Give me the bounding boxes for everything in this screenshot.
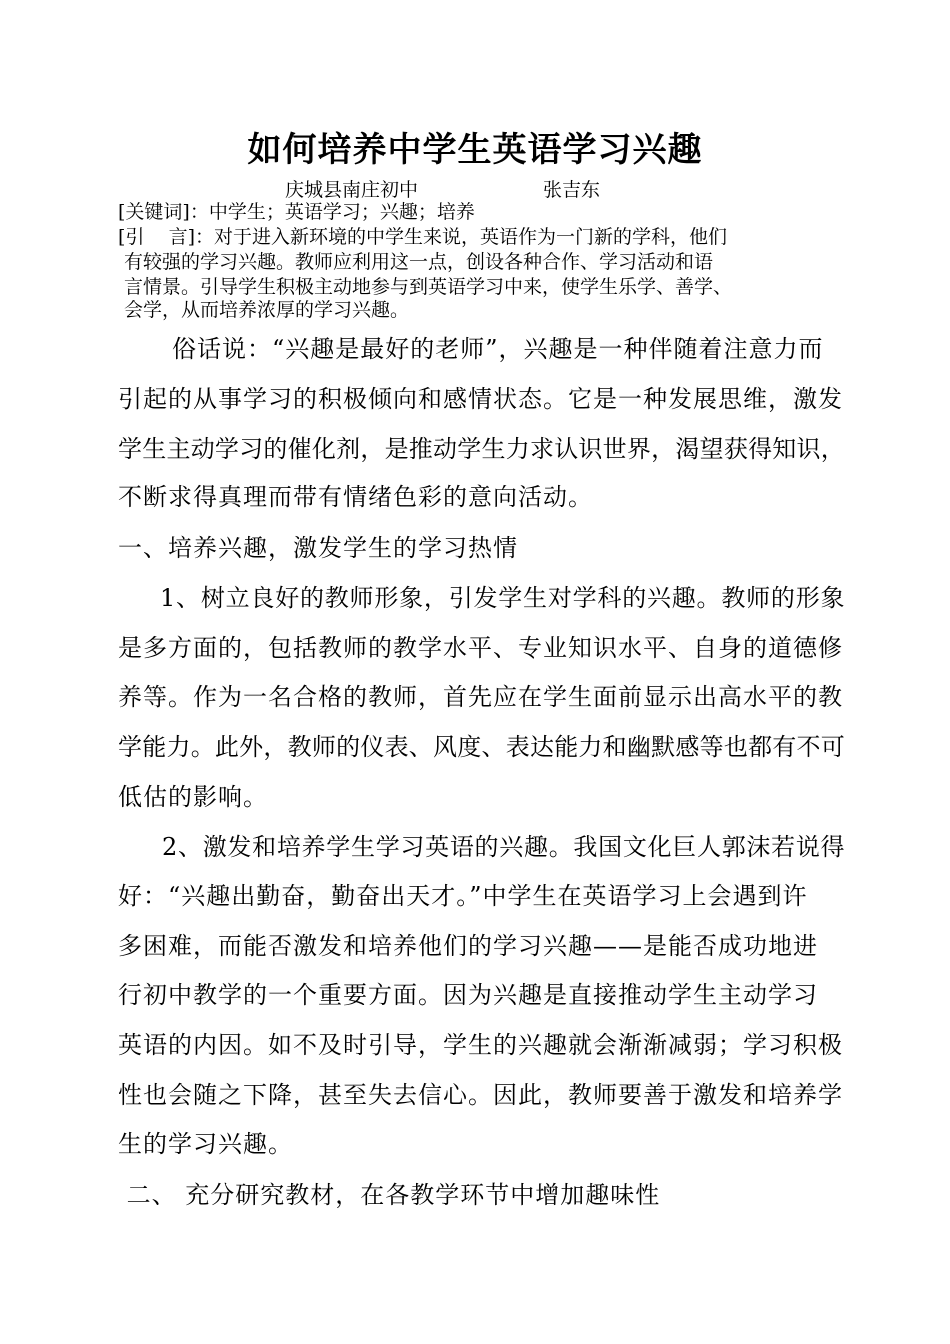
section-heading: 二、 充分研究教材，在各教学环节中增加趣味性 <box>118 1181 661 1209</box>
paragraph-line: 好：“兴趣出勤奋，勤奋出天才。”中学生在英语学习上会遇到许 <box>118 882 808 910</box>
intro-line: [引 言]：对于进入新环境的中学生来说，英语作为一门新的学科，他们 <box>118 226 727 248</box>
section-heading: 一、培养兴趣，激发学生的学习热情 <box>118 534 518 562</box>
paragraph-line: 不断求得真理而带有情绪色彩的意向活动。 <box>118 483 593 511</box>
document-title: 如何培养中学生英语学习兴趣 <box>247 130 703 170</box>
paragraph-line: 学生主动学习的催化剂，是推动学生力求认识世界，渴望获得知识， <box>118 435 845 463</box>
paragraph-line: 引起的从事学习的积极倾向和感情状态。它是一种发展思维，激发 <box>118 385 843 413</box>
paragraph-line: 低估的影响。 <box>118 783 268 811</box>
paragraph-line: 是多方面的，包括教师的教学水平、专业知识水平、自身的道德修 <box>118 634 843 662</box>
paragraph-line: 养等。作为一名合格的教师，首先应在学生面前显示出高水平的教 <box>118 683 843 711</box>
paragraph-line: 学能力。此外，教师的仪表、风度、表达能力和幽默感等也都有不可 <box>118 733 845 761</box>
paragraph-line: 2、激发和培养学生学习英语的兴趣。我国文化巨人郭沫若说得 <box>162 833 846 861</box>
paragraph-line: 英语的内因。如不及时引导，学生的兴趣就会渐渐减弱；学习积极 <box>118 1031 843 1059</box>
intro-line: 会学，从而培养浓厚的学习兴趣。 <box>118 299 410 321</box>
keywords-line: [关键词]：中学生；英语学习；兴趣；培养 <box>118 201 475 223</box>
paragraph-line: 俗话说：“兴趣是最好的老师”，兴趣是一种伴随着注意力而 <box>172 335 824 363</box>
paragraph-line: 生的学习兴趣。 <box>118 1130 293 1158</box>
paragraph-line: 多困难，而能否激发和培养他们的学习兴趣——是能否成功地进 <box>118 932 818 960</box>
paragraph-line: 性也会随之下降，甚至失去信心。因此，教师要善于激发和培养学 <box>118 1081 843 1109</box>
paragraph-line: 行初中教学的一个重要方面。因为兴趣是直接推动学生主动学习 <box>118 981 818 1009</box>
intro-line: 有较强的学习兴趣。教师应利用这一点，创设各种合作、学习活动和语 <box>118 251 714 273</box>
school-name: 庆城县南庄初中 <box>285 179 419 201</box>
paragraph-line: 1、树立良好的教师形象，引发学生对学科的兴趣。教师的形象 <box>160 584 846 612</box>
author-name: 张吉东 <box>543 179 601 201</box>
intro-line: 言情景。引导学生积极主动地参与到英语学习中来，使学生乐学、善学、 <box>118 276 733 298</box>
